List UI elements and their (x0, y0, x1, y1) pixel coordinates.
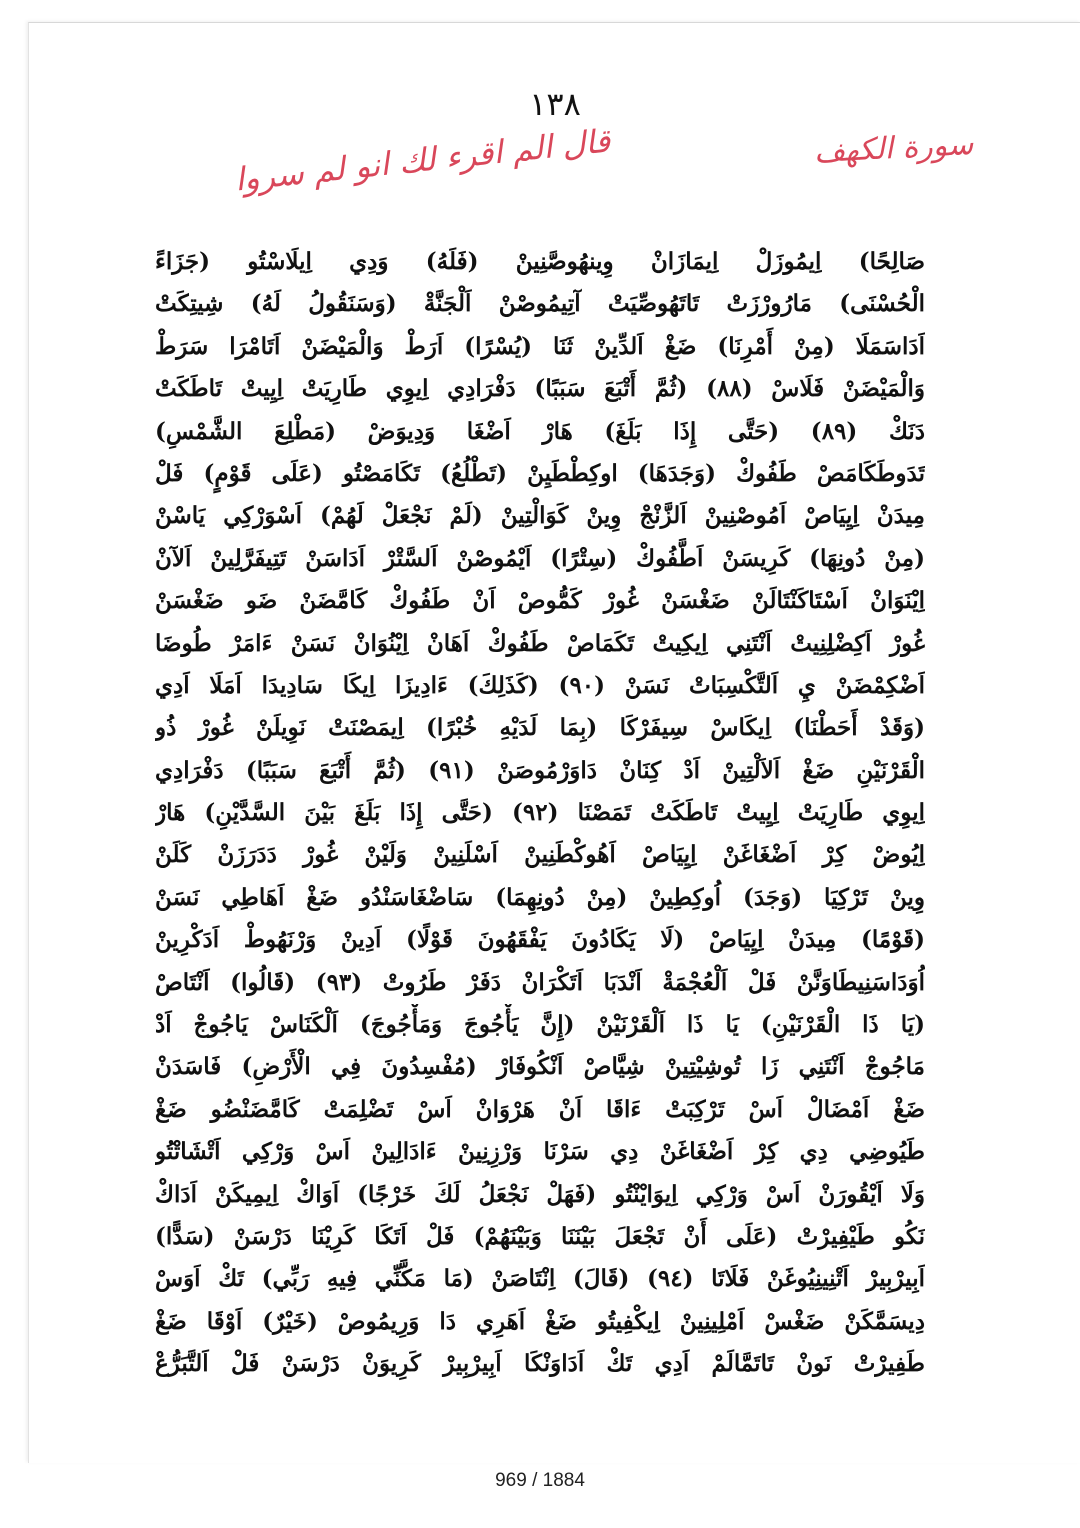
page-number: ١٣٨ (529, 85, 581, 123)
text-line: وَلَا اَيْقُورَنْ اَسْ وَرْكِي اِيوَايْنْتُو (فَهَلْ نَجْعَلُ لَكَ خَرْجًا) اَوَاكْ اِيمِيكَنْ اَدَاكْ (155, 1180, 925, 1208)
text-line: نَكُو طَيْفِيرْتْ (عَلَى أَنْ تَجْعَلَ بَيْنَنَا وَبَيْنَهُمْ) فَلْ اَتَكَا كَرِيْنَا دَرْسَنْ (سَدًّا) (155, 1222, 925, 1250)
text-line: ضَغْ اَمْضَالْ اَسْ تَرْكِبَتْ ءَاقَا اَنْ هَرْوَانْ اَسْ تَضْلِمَتْ كَامَّضَنْضُو ضَغْ (155, 1095, 925, 1123)
text-line: طَفِيرْتْ نَونْ تَاتَمَّالَمْ اَدِي تَكْ اَدَاوَنْكَا اَبِيرْبِيرْ كَرِيوَنْ دَرْسَنْ فَلْ اَلتَّبَرُّعْ (155, 1350, 925, 1378)
page-counter: 969 / 1884 (495, 1470, 585, 1491)
text-line: تَدَوطَكَامَصْ طَفُوكْ (وَجَدَهَا) اوكِطْطَيِنْ (تَطْلُعُ) تَكَامَصْتُو (عَلَى قَوْمٍ) فَلْ (155, 459, 925, 487)
text-line: (يَا ذَا الْقَرْنَيْنِ) يَا ذَا اَلْقَرْنَيْنْ (إِنَّ يَأْجُوجَ وَمَأْجُوجَ) اَلْكَنَاسْ يَاجُوجْ اَدْ (155, 1011, 925, 1039)
text-line: اِيُوضْ كِرْ اَضْغَاغَنْ اِيِيَاصْ اَهُوكْطَنِينْ اَسْلَنِينْ وَلَيْنْ غُورْ دَدَرَزَنْ كَلَنْ (155, 841, 925, 869)
text-line: (مِنْ دُونِهَا) كَرِيسَنْ اَطَّفُوكْ (سِتْرًا) اَيْمُوصْنْ اَلسَّتْرْ اَدَاسَنْ تَتِيفَرَّلِينْ اَلآنْ (155, 544, 925, 572)
text-line: غُورْ اَكِضْلِنِيتْ اَنْتَنِي اِيكِيتْ تَكَمَاصْ طَفُوكْ اَهَانْ اِيْنُوَانْ نَسَنْ ءَامَرْ طُوضَا (155, 629, 925, 657)
handwritten-juz-name: قال الم اقرء لك انو لم سروا (233, 121, 613, 199)
text-line: (وَقَدْ أَحَطْنَا) اِيكَاسْ سِيفَرْكَا (بِمَا لَدَيْهِ خُبْرًا) اِيمَصْنَتْ نَوِيلَنْ غُورْ ذُو (155, 714, 925, 742)
text-line: وِينْ تَرْكِيَا (وَجَدَ) اُوكِطِينْ (مِنْ دُونِهِمَا) سَاضْغَاسَنْدُو ضَغْ اَهَاطِي نَسَنْ (155, 883, 925, 911)
page-body-text (155, 241, 925, 1386)
text-line: مَاجُوجْ اَنْتَنِي زَا تُوشِيْتِينْ شِيَّاصْ اَنْكُوفَارْ (مُفْسِدُونَ فِي الْأَرْضِ) فَاسَدَنْ (155, 1053, 925, 1081)
text-line: مِيدَنْ اِيِيَاصْ اَمُوصْنِينْ اَلزَّنْجْ وِينْ كَوَالْتِينْ (لَمْ نَجْعَلْ لَهُمْ) اَسْوَرْكِي يَاسْنْ (155, 502, 925, 530)
text-line: الْحُسْنَى) مَارُورْزَتْ تَاتَهُوصِّيَتْ آتِيمُوصْنْ اَلْجَنَّةْ (وَسَنَقُولُ لَهُ) شِيتِكَتْ (155, 290, 925, 318)
text-line: الْقَرْنَيْنِ ضَغْ اَلاَلْتِينْ اَدْ كِنَانْ دَاوَرْمُوصَنْ (٩١) (ثُمَّ أَتْبَعَ سَبَبًا) دَفْرَادِي (155, 756, 925, 784)
text-line: (قَوْمًا) مِيدَنْ اِيِيَاصْ (لَا يَكَادُونَ يَفْقَهُونَ قَوْلًا) اَدِينْ وَرْنَهُوطْ اَدَكْرِينْ (155, 926, 925, 954)
text-line: دَنَكْ (٨٩) (حَتَّى إِذَا بَلَغَ) هَارْ اَضْغَا وَدِيوَضْ (مَطْلِعَ الشَّمْسِ) (155, 417, 925, 445)
text-line: صَالِحًا) اِيمُوزَلْ اِيمَازَانْ وِينهُوصَّنِينْ (فَلَهُ) وَدِي اِيلَاسْتُو (جَزَاءً (155, 248, 925, 275)
text-line: اِيْنَوَانْ اَسْتَاكَنْتَالَنْ ضَغْسَنْ غُورْ كَمُّوصْ اَنْ طَفُوكْ كَامَّضَنْ ضَو ضَغْسَنْ (155, 587, 925, 615)
scanned-page (28, 22, 1080, 1463)
text-line: اَدَاسَمَلَا (مِنْ أَمْرِنَا) ضَغْ اَلدِّينْ ثَنَا (يُسْرًا) اَرَطْ وَالْمَيْضَنْ اَتَامْرَا سَرَطْ (155, 332, 925, 360)
text-line: وَالْمَيْضَنْ فَلَاسْ (٨٨) (ثُمَّ أَتْبَعَ سَبَبًا) دَفْرَادِي اِيوِي طَارِيَتْ اِيِيتْ تَاطَكَتْ (155, 375, 925, 403)
text-line: اَضْكِمْضَنْ يِ اَلتَّكْسِبَاتْ نَسَنْ (٩٠) (كَذَلِكَ) ءَادِيزَا اِيكَا سَادِيدَا اَمَلَا اَدِي (155, 671, 925, 699)
text-line: طَيُوضِي دِي كِرْ اَضْغَاغَنْ دِي سَرْنَا وَرْزِنِينْ ءَادَالِينْ اَسْ وَرْكِي اَتْشَاتْتُو (155, 1138, 925, 1166)
handwritten-surah-name: سورة الكهف (812, 126, 974, 171)
text-line: دِيسَمَّكَنْ ضَغْسْ اَمْلِينِينْ اِيكْفِيتُو ضَغْ اَهَرِي دَا وَرِيمُوصْ (خَيْرٌ) اَوْقَا ضَغْ (155, 1307, 925, 1335)
text-line: اِيوِي طَارِيَتْ اِيِيتْ تَاطَكَتْ تَمَصْنَا (٩٢) (حَتَّى إِذَا بَلَغَ بَيْنَ السَّدَّيْنِ) هَارْ (155, 799, 925, 827)
text-line: اُوَدَاسَنِيطَاوَنَّنْ فَلْ اَلْعُجْمَةْ اَنْدَبَا اَتَكْرَانْ دَفَرْ طَرُوتْ (٩٣) (قَالُوا) اَنْتَاصْ (155, 968, 925, 996)
text-line: اَبِيرْبِيرْ اَتْنِينِيُوغَنْ فَلَاتَا (٩٤) (قَالَ) اِنْتَاصَنْ (مَا مَكَّنِّي فِيهِ رَبِّي) تَكْ اَوَسْ (155, 1265, 925, 1293)
